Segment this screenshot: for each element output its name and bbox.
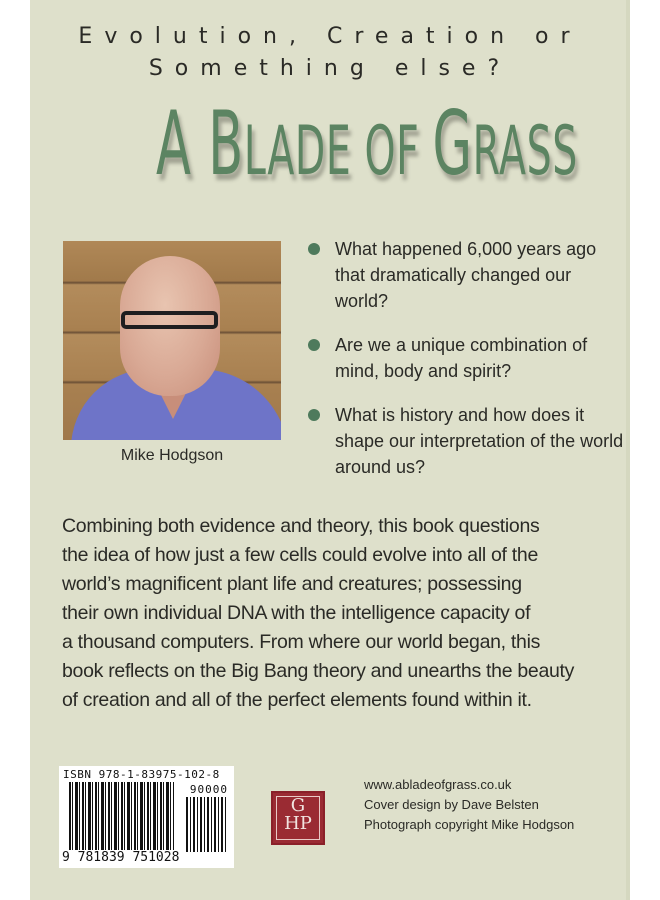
author-caption: Mike Hodgson: [120, 447, 224, 464]
question-item: [305, 332, 625, 384]
question-item: [305, 236, 625, 314]
title-word-rass: RASS: [472, 112, 578, 191]
isbn-barcode: [59, 766, 234, 868]
cover-design-credit: Cover design by Dave Belsten: [364, 797, 539, 812]
book-blurb: [62, 512, 622, 715]
blurb-line: Combining both evidence and theory, this book questions: [62, 515, 540, 537]
tagline-line-1: Evolution, Creation or: [78, 24, 582, 49]
photo-glasses: [121, 311, 218, 329]
book-title: [156, 92, 578, 195]
addon-bars-icon: [186, 797, 228, 852]
bullet-dot-icon: [308, 409, 320, 421]
title-initial-g: G: [432, 92, 473, 195]
question-item: [305, 402, 625, 480]
blurb-line: of creation and all of the perfect elements found within it.: [62, 689, 532, 711]
blurb-line: book reflects on the Big Bang theory and unearths the beauty: [62, 660, 575, 682]
blurb-line: their own individual DNA with the intelligence capacity of: [62, 602, 531, 624]
question-text: Are we a unique combination of mind, body and spirit?: [335, 335, 588, 381]
credits: [364, 775, 574, 835]
monogram-bottom: HP: [284, 813, 312, 834]
question-text: What happened 6,000 years ago that dramatically changed our world?: [335, 239, 597, 311]
monogram-top: G: [290, 795, 306, 816]
blurb-line: the idea of how just a few cells could evolve into all of the: [62, 544, 538, 566]
blurb-line: world’s magnificent plant life and creatures; possessing: [62, 573, 522, 595]
title-word-a: A: [156, 92, 209, 195]
title-initial-b: B: [208, 92, 244, 195]
photo-copyright-credit: Photograph copyright Mike Hodgson: [364, 817, 575, 832]
question-text: What is history and how does it shape our interpretation of the world around us?: [335, 405, 624, 477]
barcode-bars-icon: [69, 782, 174, 852]
spine-edge: [626, 0, 630, 900]
book-back-cover: [30, 0, 630, 900]
title-word-lade: LADE: [243, 112, 365, 191]
bullet-dot-icon: [308, 339, 320, 351]
blurb-line: a thousand computers. From where our world began, this: [62, 631, 541, 653]
logo-monogram: [273, 797, 323, 833]
price-addon: 90000: [189, 783, 228, 796]
ean-digits: 9 781839 751028: [62, 850, 180, 865]
tagline-line-2: Something else?: [148, 56, 512, 81]
website-link: www.abladeofgrass.co.uk: [364, 777, 512, 792]
publisher-logo: [271, 791, 325, 845]
author-photo: [63, 241, 281, 440]
title-word-of: OF: [364, 112, 433, 191]
isbn-label: ISBN 978-1-83975-102-8: [63, 768, 220, 781]
question-list: [305, 236, 625, 498]
bullet-dot-icon: [308, 243, 320, 255]
